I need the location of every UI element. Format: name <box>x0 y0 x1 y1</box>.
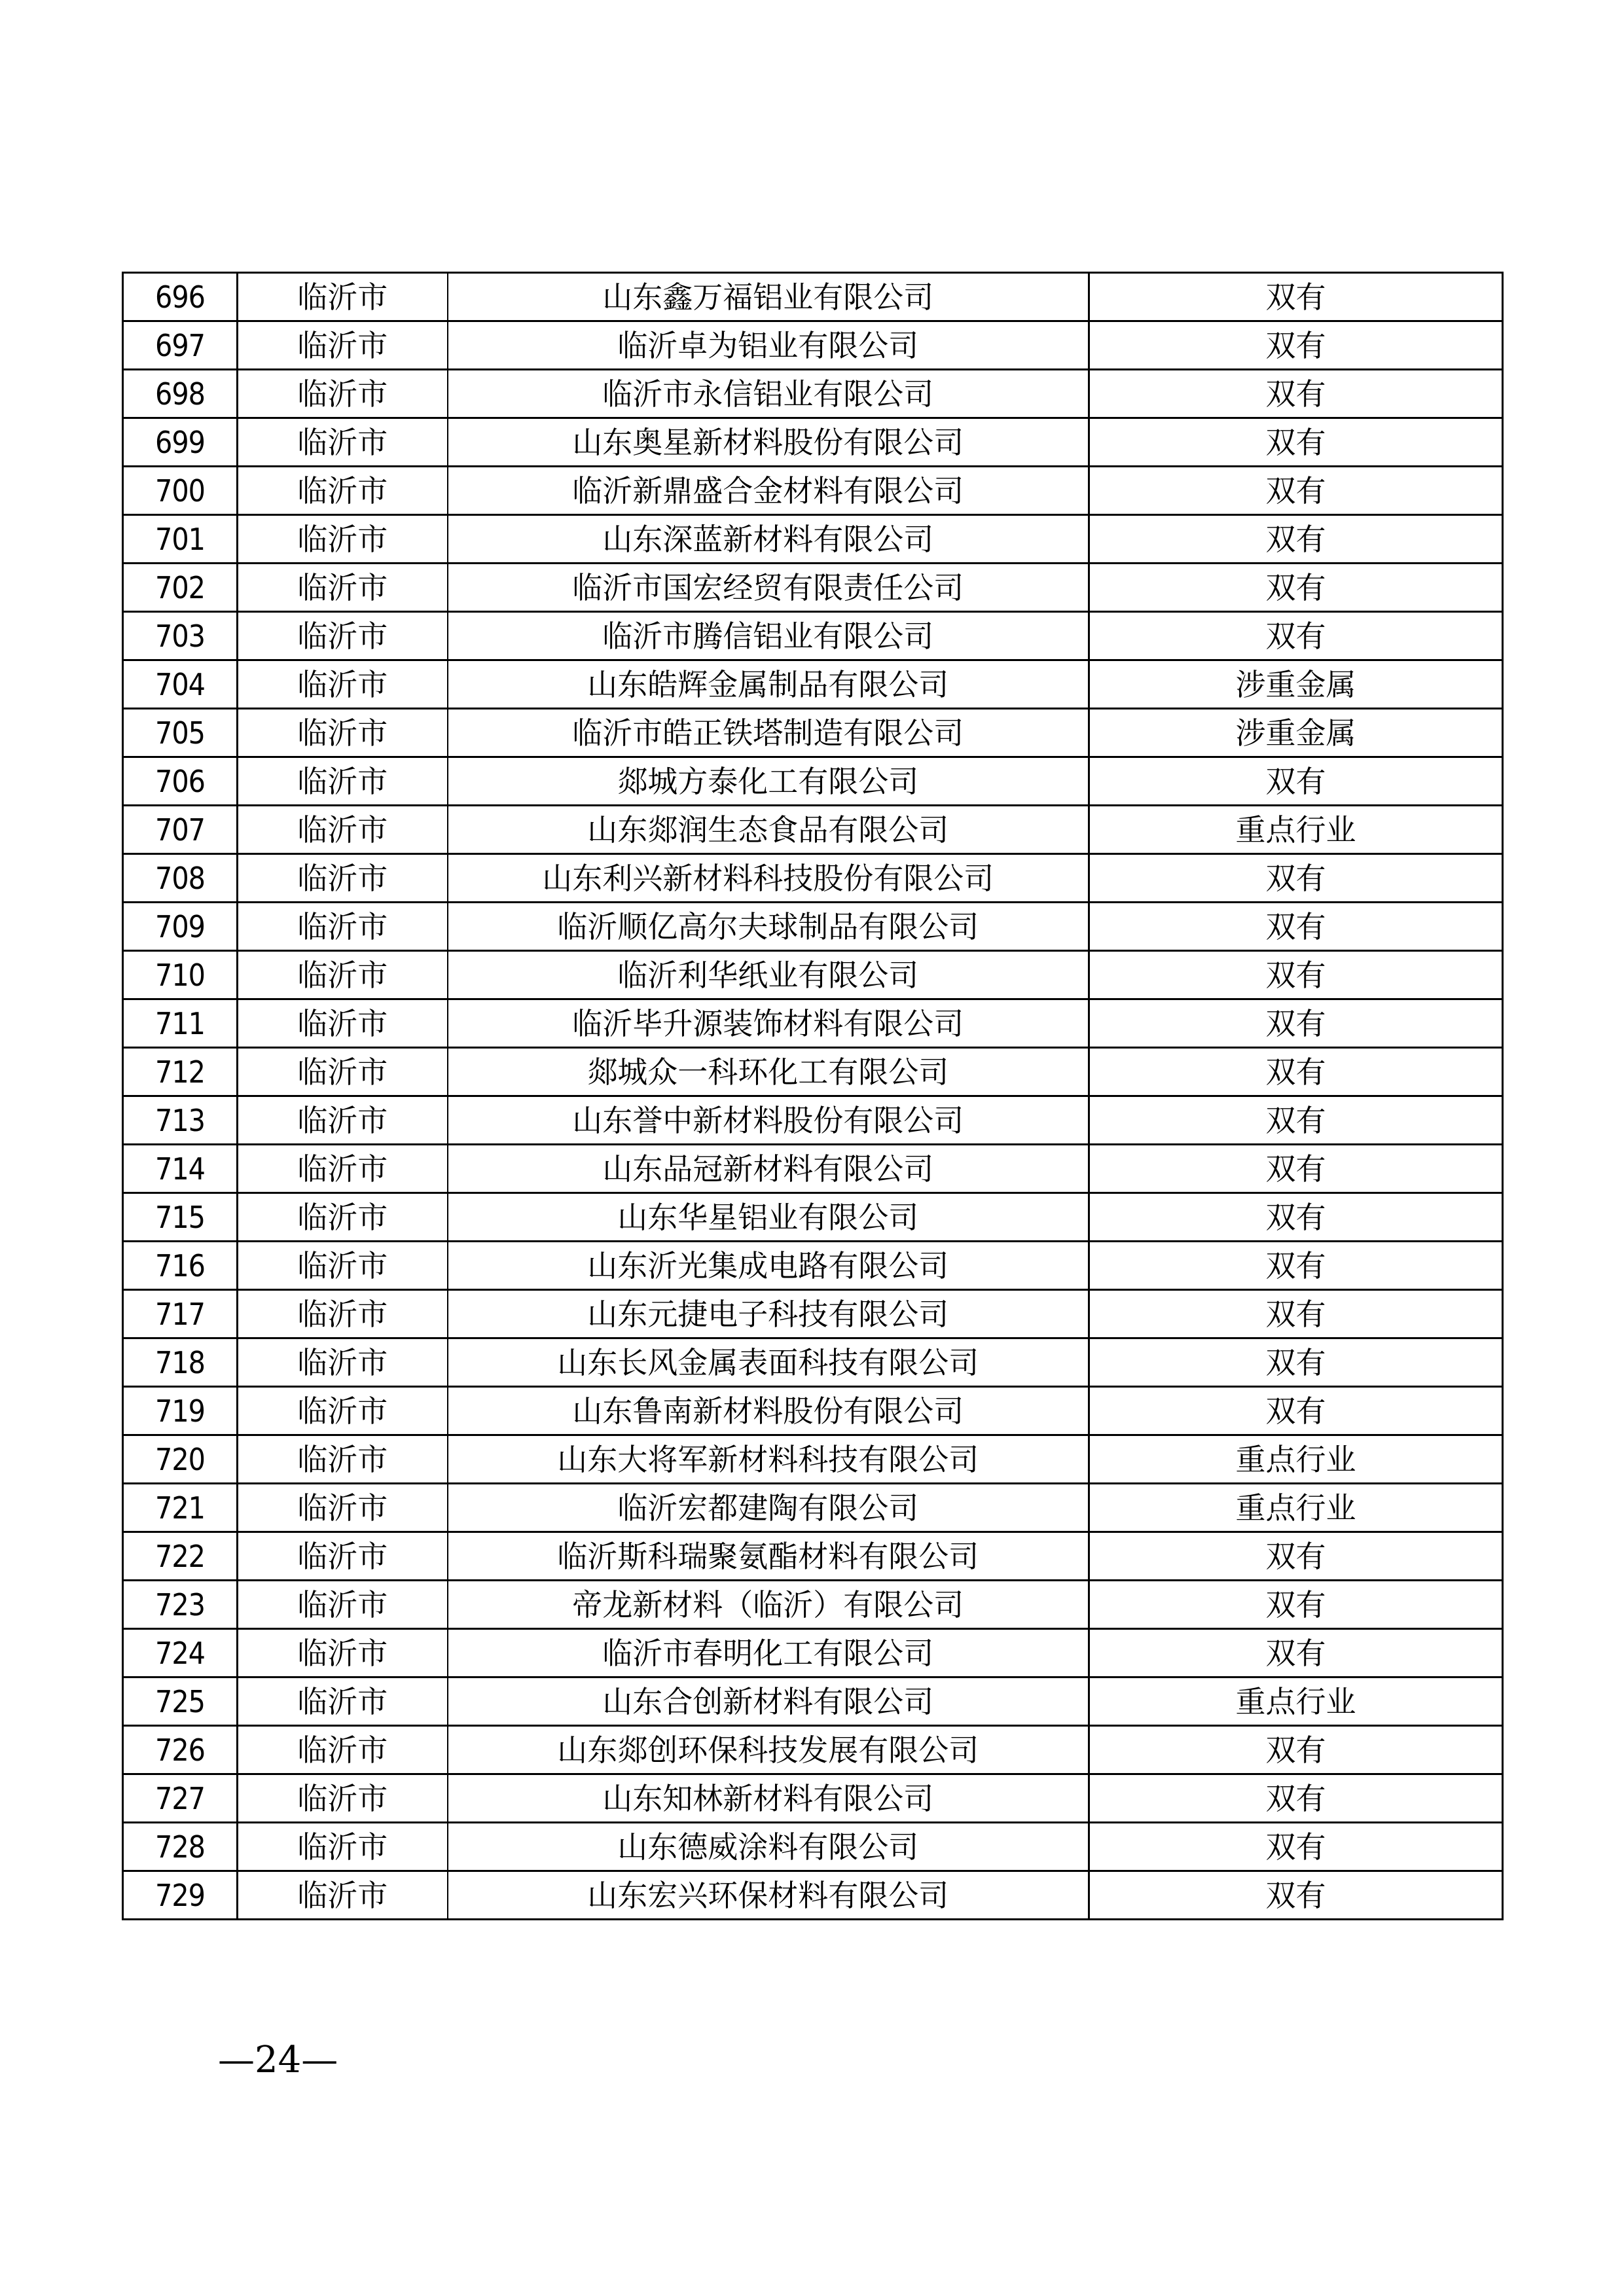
table-row <box>123 1532 1503 1581</box>
table-row <box>123 1193 1503 1242</box>
table-row <box>123 321 1503 370</box>
city-cell: 临沂市 <box>238 1338 448 1387</box>
category-cell: 双有 <box>1089 1048 1503 1096</box>
table-row <box>123 757 1503 806</box>
table-row <box>123 951 1503 999</box>
table-row <box>123 660 1503 709</box>
table-row <box>123 999 1503 1048</box>
table-row <box>123 1629 1503 1677</box>
city-cell: 临沂市 <box>238 1871 448 1920</box>
category-cell: 双有 <box>1089 321 1503 370</box>
table-row <box>123 1871 1503 1920</box>
row-number-cell: 713 <box>123 1096 238 1145</box>
category-cell: 双有 <box>1089 757 1503 806</box>
company-name-cell: 临沂市永信铝业有限公司 <box>448 370 1089 418</box>
table-row <box>123 515 1503 564</box>
category-cell: 双有 <box>1089 854 1503 903</box>
city-cell: 临沂市 <box>238 1532 448 1581</box>
category-cell: 双有 <box>1089 1145 1503 1193</box>
city-cell: 临沂市 <box>238 1435 448 1484</box>
company-name-cell: 山东郯创环保科技发展有限公司 <box>448 1726 1089 1774</box>
category-cell: 重点行业 <box>1089 1677 1503 1726</box>
category-cell: 涉重金属 <box>1089 660 1503 709</box>
city-cell: 临沂市 <box>238 564 448 612</box>
category-cell: 双有 <box>1089 418 1503 467</box>
category-cell: 双有 <box>1089 1387 1503 1435</box>
category-cell: 双有 <box>1089 1871 1503 1920</box>
city-cell: 临沂市 <box>238 1145 448 1193</box>
company-name-cell: 山东合创新材料有限公司 <box>448 1677 1089 1726</box>
company-name-cell: 山东宏兴环保材料有限公司 <box>448 1871 1089 1920</box>
row-number-cell: 706 <box>123 757 238 806</box>
page-number: —24— <box>218 2039 338 2081</box>
category-cell: 双有 <box>1089 1774 1503 1823</box>
city-cell: 临沂市 <box>238 1677 448 1726</box>
city-cell: 临沂市 <box>238 1484 448 1532</box>
table-row <box>123 370 1503 418</box>
city-cell: 临沂市 <box>238 903 448 951</box>
table-row <box>123 1823 1503 1871</box>
row-number-cell: 723 <box>123 1581 238 1629</box>
enterprise-list-table <box>122 272 1504 1920</box>
category-cell: 双有 <box>1089 273 1503 321</box>
city-cell: 临沂市 <box>238 1242 448 1290</box>
row-number-cell: 697 <box>123 321 238 370</box>
row-number-cell: 702 <box>123 564 238 612</box>
row-number-cell: 716 <box>123 1242 238 1290</box>
company-name-cell: 山东利兴新材料科技股份有限公司 <box>448 854 1089 903</box>
row-number-cell: 725 <box>123 1677 238 1726</box>
city-cell: 临沂市 <box>238 273 448 321</box>
category-cell: 涉重金属 <box>1089 709 1503 757</box>
row-number-cell: 709 <box>123 903 238 951</box>
category-cell: 双有 <box>1089 1193 1503 1242</box>
table-row <box>123 709 1503 757</box>
table-row <box>123 854 1503 903</box>
category-cell: 双有 <box>1089 1532 1503 1581</box>
table-row <box>123 1290 1503 1338</box>
table-row <box>123 806 1503 854</box>
row-number-cell: 728 <box>123 1823 238 1871</box>
row-number-cell: 701 <box>123 515 238 564</box>
row-number-cell: 696 <box>123 273 238 321</box>
category-cell: 双有 <box>1089 564 1503 612</box>
company-name-cell: 山东鑫万福铝业有限公司 <box>448 273 1089 321</box>
category-cell: 双有 <box>1089 515 1503 564</box>
row-number-cell: 715 <box>123 1193 238 1242</box>
row-number-cell: 714 <box>123 1145 238 1193</box>
row-number-cell: 710 <box>123 951 238 999</box>
company-name-cell: 山东誉中新材料股份有限公司 <box>448 1096 1089 1145</box>
row-number-cell: 698 <box>123 370 238 418</box>
row-number-cell: 726 <box>123 1726 238 1774</box>
company-name-cell: 帝龙新材料（临沂）有限公司 <box>448 1581 1089 1629</box>
city-cell: 临沂市 <box>238 806 448 854</box>
category-cell: 双有 <box>1089 903 1503 951</box>
category-cell: 双有 <box>1089 370 1503 418</box>
row-number-cell: 700 <box>123 467 238 515</box>
row-number-cell: 711 <box>123 999 238 1048</box>
table-row <box>123 1435 1503 1484</box>
city-cell: 临沂市 <box>238 1823 448 1871</box>
city-cell: 临沂市 <box>238 951 448 999</box>
table-row <box>123 418 1503 467</box>
company-name-cell: 临沂斯科瑞聚氨酯材料有限公司 <box>448 1532 1089 1581</box>
table-row <box>123 1581 1503 1629</box>
category-cell: 双有 <box>1089 1726 1503 1774</box>
row-number-cell: 712 <box>123 1048 238 1096</box>
company-name-cell: 临沂市皓正铁塔制造有限公司 <box>448 709 1089 757</box>
city-cell: 临沂市 <box>238 467 448 515</box>
table-row <box>123 1726 1503 1774</box>
category-cell: 重点行业 <box>1089 1484 1503 1532</box>
category-cell: 双有 <box>1089 1629 1503 1677</box>
company-name-cell: 郯城方泰化工有限公司 <box>448 757 1089 806</box>
row-number-cell: 719 <box>123 1387 238 1435</box>
row-number-cell: 705 <box>123 709 238 757</box>
table-row <box>123 1387 1503 1435</box>
row-number-cell: 717 <box>123 1290 238 1338</box>
city-cell: 临沂市 <box>238 321 448 370</box>
table-row <box>123 467 1503 515</box>
category-cell: 双有 <box>1089 1290 1503 1338</box>
row-number-cell: 703 <box>123 612 238 660</box>
city-cell: 临沂市 <box>238 854 448 903</box>
table-row <box>123 1048 1503 1096</box>
city-cell: 临沂市 <box>238 1581 448 1629</box>
row-number-cell: 704 <box>123 660 238 709</box>
company-name-cell: 山东长风金属表面科技有限公司 <box>448 1338 1089 1387</box>
table-row <box>123 1338 1503 1387</box>
company-name-cell: 临沂市春明化工有限公司 <box>448 1629 1089 1677</box>
city-cell: 临沂市 <box>238 1193 448 1242</box>
row-number-cell: 721 <box>123 1484 238 1532</box>
table-row <box>123 1145 1503 1193</box>
table-row <box>123 903 1503 951</box>
city-cell: 临沂市 <box>238 1290 448 1338</box>
city-cell: 临沂市 <box>238 757 448 806</box>
company-name-cell: 山东品冠新材料有限公司 <box>448 1145 1089 1193</box>
city-cell: 临沂市 <box>238 1774 448 1823</box>
city-cell: 临沂市 <box>238 370 448 418</box>
company-name-cell: 山东沂光集成电路有限公司 <box>448 1242 1089 1290</box>
company-name-cell: 山东大将军新材料科技有限公司 <box>448 1435 1089 1484</box>
city-cell: 临沂市 <box>238 1726 448 1774</box>
company-name-cell: 郯城众一科环化工有限公司 <box>448 1048 1089 1096</box>
company-name-cell: 山东皓辉金属制品有限公司 <box>448 660 1089 709</box>
row-number-cell: 724 <box>123 1629 238 1677</box>
city-cell: 临沂市 <box>238 999 448 1048</box>
city-cell: 临沂市 <box>238 515 448 564</box>
company-name-cell: 临沂市腾信铝业有限公司 <box>448 612 1089 660</box>
row-number-cell: 722 <box>123 1532 238 1581</box>
row-number-cell: 729 <box>123 1871 238 1920</box>
category-cell: 双有 <box>1089 1338 1503 1387</box>
company-name-cell: 山东华星铝业有限公司 <box>448 1193 1089 1242</box>
table-body <box>123 273 1503 1920</box>
row-number-cell: 727 <box>123 1774 238 1823</box>
company-name-cell: 山东知林新材料有限公司 <box>448 1774 1089 1823</box>
table-row <box>123 1096 1503 1145</box>
company-name-cell: 山东鲁南新材料股份有限公司 <box>448 1387 1089 1435</box>
table-row <box>123 273 1503 321</box>
category-cell: 双有 <box>1089 951 1503 999</box>
table-row <box>123 1484 1503 1532</box>
category-cell: 双有 <box>1089 467 1503 515</box>
company-name-cell: 山东深蓝新材料有限公司 <box>448 515 1089 564</box>
city-cell: 临沂市 <box>238 418 448 467</box>
table-row <box>123 564 1503 612</box>
table-row <box>123 1774 1503 1823</box>
row-number-cell: 720 <box>123 1435 238 1484</box>
city-cell: 临沂市 <box>238 660 448 709</box>
category-cell: 双有 <box>1089 1242 1503 1290</box>
category-cell: 双有 <box>1089 999 1503 1048</box>
table-row <box>123 1677 1503 1726</box>
category-cell: 重点行业 <box>1089 1435 1503 1484</box>
category-cell: 双有 <box>1089 612 1503 660</box>
company-name-cell: 临沂宏都建陶有限公司 <box>448 1484 1089 1532</box>
company-name-cell: 临沂利华纸业有限公司 <box>448 951 1089 999</box>
category-cell: 双有 <box>1089 1581 1503 1629</box>
category-cell: 重点行业 <box>1089 806 1503 854</box>
company-name-cell: 山东德威涂料有限公司 <box>448 1823 1089 1871</box>
company-name-cell: 山东奥星新材料股份有限公司 <box>448 418 1089 467</box>
company-name-cell: 临沂卓为铝业有限公司 <box>448 321 1089 370</box>
company-name-cell: 临沂市国宏经贸有限责任公司 <box>448 564 1089 612</box>
company-name-cell: 临沂毕升源装饰材料有限公司 <box>448 999 1089 1048</box>
city-cell: 临沂市 <box>238 1048 448 1096</box>
city-cell: 临沂市 <box>238 612 448 660</box>
table-row <box>123 612 1503 660</box>
company-name-cell: 山东郯润生态食品有限公司 <box>448 806 1089 854</box>
table-row <box>123 1242 1503 1290</box>
city-cell: 临沂市 <box>238 709 448 757</box>
company-name-cell: 临沂新鼎盛合金材料有限公司 <box>448 467 1089 515</box>
row-number-cell: 699 <box>123 418 238 467</box>
category-cell: 双有 <box>1089 1096 1503 1145</box>
row-number-cell: 718 <box>123 1338 238 1387</box>
category-cell: 双有 <box>1089 1823 1503 1871</box>
row-number-cell: 707 <box>123 806 238 854</box>
row-number-cell: 708 <box>123 854 238 903</box>
city-cell: 临沂市 <box>238 1096 448 1145</box>
company-name-cell: 山东元捷电子科技有限公司 <box>448 1290 1089 1338</box>
city-cell: 临沂市 <box>238 1629 448 1677</box>
city-cell: 临沂市 <box>238 1387 448 1435</box>
company-name-cell: 临沂顺亿高尔夫球制品有限公司 <box>448 903 1089 951</box>
